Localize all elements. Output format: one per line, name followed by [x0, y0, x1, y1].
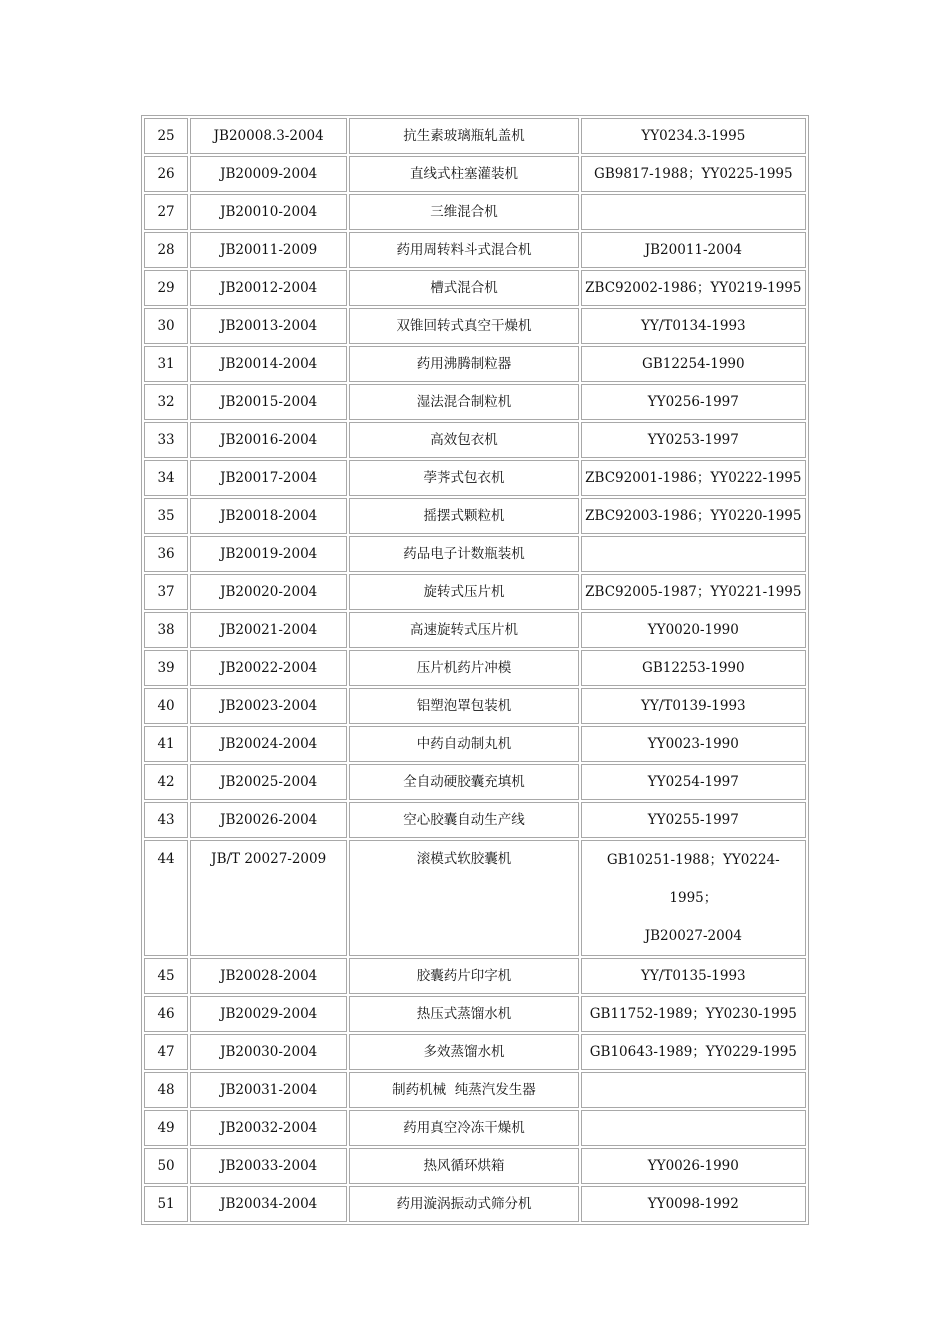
table-row [144, 194, 806, 230]
row-number: 46 [144, 996, 188, 1032]
product-name: 抗生素玻璃瓶轧盖机 [349, 118, 578, 154]
product-name: 药品电子计数瓶装机 [349, 536, 578, 572]
standards-table [141, 115, 809, 1225]
row-number: 49 [144, 1110, 188, 1146]
standard-code: JB20030-2004 [190, 1034, 347, 1070]
table-row [144, 996, 806, 1032]
table-row [144, 688, 806, 724]
product-name: 药用沸腾制粒器 [349, 346, 578, 382]
standard-code: JB20016-2004 [190, 422, 347, 458]
table-row [144, 574, 806, 610]
replaced-standard: GB11752-1989；YY0230-1995 [581, 996, 806, 1032]
table-row [144, 422, 806, 458]
table-row [144, 118, 806, 154]
standard-code: JB20009-2004 [190, 156, 347, 192]
replaced-standard [581, 1110, 806, 1146]
standard-code: JB20020-2004 [190, 574, 347, 610]
product-name: 多效蒸馏水机 [349, 1034, 578, 1070]
standard-code: JB20019-2004 [190, 536, 347, 572]
product-name: 双锥回转式真空干燥机 [349, 308, 578, 344]
table-row [144, 650, 806, 686]
standard-code: JB20008.3-2004 [190, 118, 347, 154]
standard-code: JB20032-2004 [190, 1110, 347, 1146]
product-name: 滚模式软胶囊机 [349, 840, 578, 956]
replaced-standard: GB9817-1988；YY0225-1995 [581, 156, 806, 192]
standard-code: JB20025-2004 [190, 764, 347, 800]
row-number: 39 [144, 650, 188, 686]
table-row [144, 840, 806, 956]
row-number: 48 [144, 1072, 188, 1108]
product-name: 摇摆式颗粒机 [349, 498, 578, 534]
row-number: 33 [144, 422, 188, 458]
standard-code: JB20014-2004 [190, 346, 347, 382]
row-number: 35 [144, 498, 188, 534]
replaced-standard: JB20011-2004 [581, 232, 806, 268]
table-row [144, 726, 806, 762]
product-name: 中药自动制丸机 [349, 726, 578, 762]
table-row [144, 764, 806, 800]
row-number: 25 [144, 118, 188, 154]
replaced-standard: GB12253-1990 [581, 650, 806, 686]
product-name: 直线式柱塞灌装机 [349, 156, 578, 192]
row-number: 40 [144, 688, 188, 724]
table-row [144, 460, 806, 496]
replaced-standard: GB10251-1988；YY0224-1995； [606, 852, 780, 906]
product-name: 荸荠式包衣机 [349, 460, 578, 496]
replaced-standard: YY/T0134-1993 [581, 308, 806, 344]
replaced-standard: YY0253-1997 [581, 422, 806, 458]
standard-code: JB20021-2004 [190, 612, 347, 648]
replaced-standard [581, 536, 806, 572]
product-name: 空心胶囊自动生产线 [349, 802, 578, 838]
replaced-standard: YY/T0135-1993 [581, 958, 806, 994]
row-number: 31 [144, 346, 188, 382]
product-name: 旋转式压片机 [349, 574, 578, 610]
row-number: 30 [144, 308, 188, 344]
replaced-standard: YY0020-1990 [581, 612, 806, 648]
standard-code: JB20031-2004 [190, 1072, 347, 1108]
standard-code: JB20028-2004 [190, 958, 347, 994]
replaced-standard: YY0254-1997 [581, 764, 806, 800]
table-row [144, 1034, 806, 1070]
row-number: 45 [144, 958, 188, 994]
standards-table-body [144, 118, 806, 1222]
replaced-standard [581, 194, 806, 230]
table-row [144, 270, 806, 306]
row-number: 32 [144, 384, 188, 420]
product-name: 热风循环烘箱 [349, 1148, 578, 1184]
row-number: 36 [144, 536, 188, 572]
table-row [144, 1186, 806, 1222]
row-number: 37 [144, 574, 188, 610]
standard-code: JB20026-2004 [190, 802, 347, 838]
table-row [144, 536, 806, 572]
standard-code: JB20023-2004 [190, 688, 347, 724]
table-row [144, 232, 806, 268]
replaced-standard: GB12254-1990 [581, 346, 806, 382]
standard-code: JB20015-2004 [190, 384, 347, 420]
standard-code: JB/T 20027-2009 [190, 840, 347, 956]
product-name: 压片机药片冲模 [349, 650, 578, 686]
replaced-standard: YY0026-1990 [581, 1148, 806, 1184]
standard-code: JB20017-2004 [190, 460, 347, 496]
table-row [144, 802, 806, 838]
replaced-standard: ZBC92002-1986；YY0219-1995 [581, 270, 806, 306]
product-name: 全自动硬胶囊充填机 [349, 764, 578, 800]
standard-code: JB20010-2004 [190, 194, 347, 230]
product-name: 药用真空冷冻干燥机 [349, 1110, 578, 1146]
table-row [144, 384, 806, 420]
product-name: 制药机械 纯蒸汽发生器 [349, 1072, 578, 1108]
replaced-standard: YY0023-1990 [581, 726, 806, 762]
product-name: 热压式蒸馏水机 [349, 996, 578, 1032]
replaced-standard-continued: JB20027-2004 [644, 928, 742, 944]
replaced-standard: YY/T0139-1993 [581, 688, 806, 724]
row-number: 43 [144, 802, 188, 838]
row-number: 29 [144, 270, 188, 306]
standard-code: JB20012-2004 [190, 270, 347, 306]
standard-code: JB20024-2004 [190, 726, 347, 762]
standard-code: JB20018-2004 [190, 498, 347, 534]
standard-code: JB20011-2009 [190, 232, 347, 268]
replaced-standard: ZBC92003-1986；YY0220-1995 [581, 498, 806, 534]
table-row [144, 612, 806, 648]
table-row [144, 1148, 806, 1184]
row-number: 51 [144, 1186, 188, 1222]
product-name: 药用周转料斗式混合机 [349, 232, 578, 268]
table-row [144, 958, 806, 994]
replaced-standard [581, 1072, 806, 1108]
row-number: 27 [144, 194, 188, 230]
row-number: 26 [144, 156, 188, 192]
table-row [144, 498, 806, 534]
product-name: 三维混合机 [349, 194, 578, 230]
row-number: 34 [144, 460, 188, 496]
replaced-standard: YY0098-1992 [581, 1186, 806, 1222]
replaced-standard: GB10643-1989；YY0229-1995 [581, 1034, 806, 1070]
replaced-standard: YY0256-1997 [581, 384, 806, 420]
table-row [144, 308, 806, 344]
replaced-standard-cell [581, 840, 806, 956]
replaced-standard: ZBC92005-1987；YY0221-1995 [581, 574, 806, 610]
row-number: 42 [144, 764, 188, 800]
product-name: 湿法混合制粒机 [349, 384, 578, 420]
standard-code: JB20013-2004 [190, 308, 347, 344]
replaced-standard: YY0234.3-1995 [581, 118, 806, 154]
product-name: 药用漩涡振动式筛分机 [349, 1186, 578, 1222]
product-name: 铝塑泡罩包装机 [349, 688, 578, 724]
table-row [144, 346, 806, 382]
row-number: 38 [144, 612, 188, 648]
standard-code: JB20034-2004 [190, 1186, 347, 1222]
row-number: 28 [144, 232, 188, 268]
row-number: 47 [144, 1034, 188, 1070]
row-number: 44 [144, 840, 188, 956]
table-row [144, 1072, 806, 1108]
row-number: 50 [144, 1148, 188, 1184]
product-name: 高速旋转式压片机 [349, 612, 578, 648]
row-number: 41 [144, 726, 188, 762]
product-name: 高效包衣机 [349, 422, 578, 458]
table-row [144, 1110, 806, 1146]
product-name: 胶囊药片印字机 [349, 958, 578, 994]
standard-code: JB20029-2004 [190, 996, 347, 1032]
standard-code: JB20033-2004 [190, 1148, 347, 1184]
replaced-standard: ZBC92001-1986；YY0222-1995 [581, 460, 806, 496]
table-row [144, 156, 806, 192]
replaced-standard: YY0255-1997 [581, 802, 806, 838]
standard-code: JB20022-2004 [190, 650, 347, 686]
product-name: 槽式混合机 [349, 270, 578, 306]
